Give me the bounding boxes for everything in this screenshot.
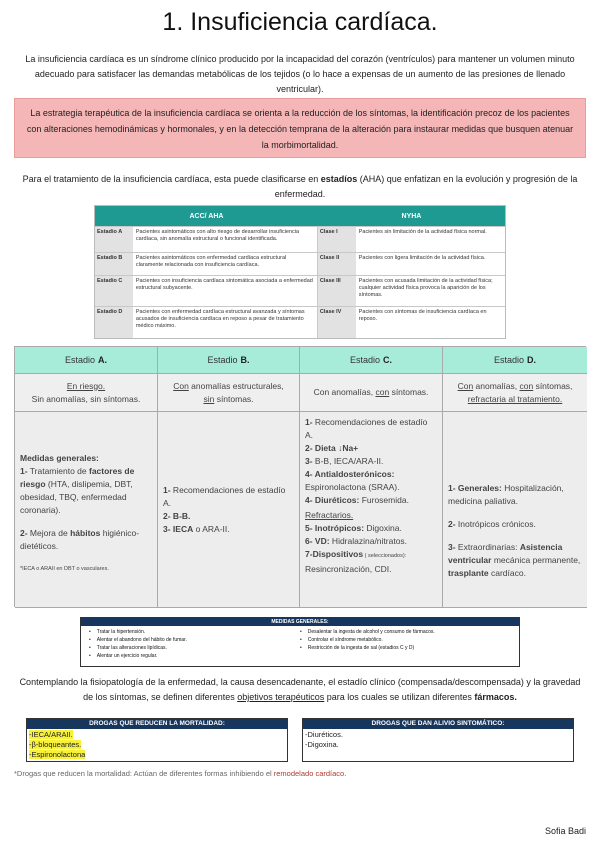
intro-paragraph: La insuficiencia cardíaca es un síndrome clínico producido por la incapacidad del corazón (ventrículos) para mantener un volumen minuto adecuado para satisfacer las demandas metabólicas de los tejidos (o lo hace a expensas de un aumento de las presiones de llenado ventricular).	[25, 54, 575, 94]
stage-a-subtitle: En riesgo. Sin anomalías, sin síntomas.	[15, 374, 158, 412]
list-item: • Desalentar la ingesta de alcohol y consumo de fármacos.	[300, 628, 511, 636]
table-row	[95, 306, 505, 338]
stage-a-note: *IECA o ARAII en DBT o vasculares.	[20, 566, 109, 572]
strategy-box: La estrategia terapéutica de la insuficiencia cardíaca se orienta a la reducción de los síntomas, la identificación precoz de los pacientes con alteraciones hemodinámicas y hormonales, y en la detección temprana de la alteración para instaurar medidas que busquen atenuar la morbimortalidad.	[14, 98, 586, 158]
stage-d-treatment	[443, 412, 587, 608]
stage-d-header: Estadio D.	[443, 347, 587, 374]
table-row	[95, 275, 505, 306]
list-item: 6- VD: Hidralazina/nitratos.	[305, 536, 408, 546]
footnote: *Drogas que reducen la mortalidad: Actúan de diferentes formas inhibiendo el remodelado cardíaco.	[14, 769, 347, 778]
list-item: 2- Inotrópicos crónicos.	[448, 519, 536, 529]
class-code: Clase II	[318, 253, 356, 275]
class-desc: Pacientes sin limitación de la actividad física normal.	[358, 229, 487, 235]
stage-desc: Pacientes con enfermedad cardíaca estructural avanzada y síntomas acusados de insuficiencia cardíaca en reposo a pesar de tratamiento médico máximo.	[133, 307, 318, 338]
author-name: Sofia Badi	[544, 826, 586, 836]
list-item: -IECA/ARAII.	[29, 730, 73, 739]
list-item: 1- Recomendaciones de estadío A.	[305, 417, 428, 440]
stage-desc: Pacientes asintomáticos con alto riesgo de desarrollar insuficiencia cardíaca, sin anomalía estructural o funcional identificada.	[133, 227, 318, 252]
aha-table-header	[95, 206, 505, 226]
stage-c-header: Estadio C.	[300, 347, 443, 374]
list-item: • Controlar el síndrome metabólico.	[300, 636, 511, 644]
list-item: 7-Dispositivos ( seleccionados):	[305, 549, 407, 559]
stage-d-subtitle: Con anomalías, con síntomas, refractaria al tratamiento.	[443, 374, 587, 412]
stage-c-subtitle: Con anomalías, con síntomas.	[300, 374, 443, 412]
list-item: -β-bloqueantes.	[29, 740, 82, 749]
list-item: 4- Diuréticos: Furosemida.	[305, 495, 409, 505]
stage-b-header: Estadio B.	[158, 347, 300, 374]
list-item: Resincronización, CDI.	[305, 564, 392, 574]
class-desc: Pacientes con síntomas de insuficiencia cardíaca en reposo.	[358, 309, 487, 322]
list-item: • Alentar el abandono del hábito de fumar.	[89, 636, 300, 644]
medidas-title: MEDIDAS GENERALES:	[81, 618, 519, 626]
stages-grid	[14, 346, 586, 607]
stage-code: Estadio A	[95, 227, 133, 252]
class-code: Clase I	[318, 227, 356, 252]
list-item: • Tratar las alteraciones lipídicas.	[89, 644, 300, 652]
list-item: 1- Generales: Hospitalización, medicina paliativa.	[448, 483, 564, 506]
aha-nyha-table	[94, 205, 506, 339]
list-item: -Espironolactona	[29, 750, 86, 759]
stage-code: Estadio C	[95, 276, 133, 306]
list-item: • Restricción de la ingesta de sal (estadios C y D)	[300, 644, 511, 652]
list-item: • Tratar la hipertensión.	[89, 628, 300, 636]
aha-header: ACC/ AHA	[189, 212, 224, 220]
list-item: 3- Extraordinarias: Asistencia ventricular mecánica permanente, trasplante cardíaco.	[448, 542, 581, 578]
stage-code: Estadio D	[95, 307, 133, 338]
list-item: -Digoxina.	[305, 740, 339, 749]
class-desc: Pacientes con ligera limitación de la actividad física.	[358, 255, 486, 261]
stage-b-subtitle: Con anomalías estructurales, sin síntomas.	[158, 374, 300, 412]
medidas-heading: Medidas generales:	[20, 453, 99, 463]
medidas-generales-box	[80, 617, 520, 667]
list-item: • Alentar un ejercicio regular.	[89, 652, 300, 660]
drugs-relief-box	[302, 718, 574, 762]
nyha-header: NYHA	[401, 212, 422, 220]
list-item: 5- Inotrópicos: Digoxina.	[305, 523, 402, 533]
drugs-relief-title: DROGAS QUE DAN ALIVIO SINTOMÁTICO:	[303, 719, 573, 729]
list-item: 4- Antialdosterónicos: Espironolactona (SRAA).	[305, 469, 400, 492]
objectives-paragraph: Contemplando la fisiopatología de la enfermedad, la causa desencadenante, el estadío clínico (compensada/descompensada) y la gravedad de los síntomas, se definen diferentes objetivos terapéuticos para los cuales se utilizan diferentes fármacos.	[19, 677, 581, 702]
drugs-mortality-title: DROGAS QUE REDUCEN LA MORTALIDAD:	[27, 719, 287, 729]
class-desc: Pacientes con acusada limitación de la actividad física; cualquier actividad física provoca la aparición de los síntomas.	[358, 278, 493, 298]
class-code: Clase III	[318, 276, 356, 306]
stage-desc: Pacientes con insuficiencia cardíaca sintomática asociada a enfermedad estructural subyacente.	[133, 276, 318, 306]
list-item: 1- Tratamiento de factores de riesgo (HTA, dislipemia, DBT, obesidad, TBQ, enfermedad coronaria).	[20, 466, 135, 515]
list-item: 3- IECA o ARA-II.	[163, 523, 230, 534]
drugs-mortality-box	[26, 718, 288, 762]
stage-a-header: Estadio A.	[15, 347, 158, 374]
table-row	[95, 252, 505, 275]
classification-paragraph: Para el tratamiento de la insuficiencia cardíaca, esta puede clasificarse en estadíos (AHA) que enfatizan en la evolución y progresión de la enfermedad.	[22, 174, 578, 199]
class-code: Clase IV	[318, 307, 356, 338]
stage-b-treatment	[158, 412, 300, 608]
refractarios-label: Refractarios.	[305, 510, 354, 520]
stage-code: Estadio B	[95, 253, 133, 275]
list-item: 2- Mejora de hábitos higiénico-dietéticos.	[20, 528, 140, 551]
list-item: 3- B-B, IECA/ARA-II.	[305, 456, 384, 466]
list-item: 1- Recomendaciones de estadío A.	[163, 484, 286, 508]
stage-c-treatment	[300, 412, 443, 608]
list-item: 2- B-B.	[163, 510, 191, 521]
medidas-left-list	[89, 628, 300, 660]
stage-desc: Pacientes asintomáticos con enfermedad cardíaca estructural claramente relacionada con insuficiencia cardíaca.	[133, 253, 318, 275]
medidas-right-list	[300, 628, 511, 660]
list-item: 2- Dieta ↓Na+	[305, 443, 359, 453]
list-item: -Diuréticos.	[305, 730, 343, 739]
page-title: 1. Insuficiencia cardíaca.	[162, 8, 438, 36]
table-row	[95, 226, 505, 252]
stage-a-treatment	[15, 412, 158, 608]
